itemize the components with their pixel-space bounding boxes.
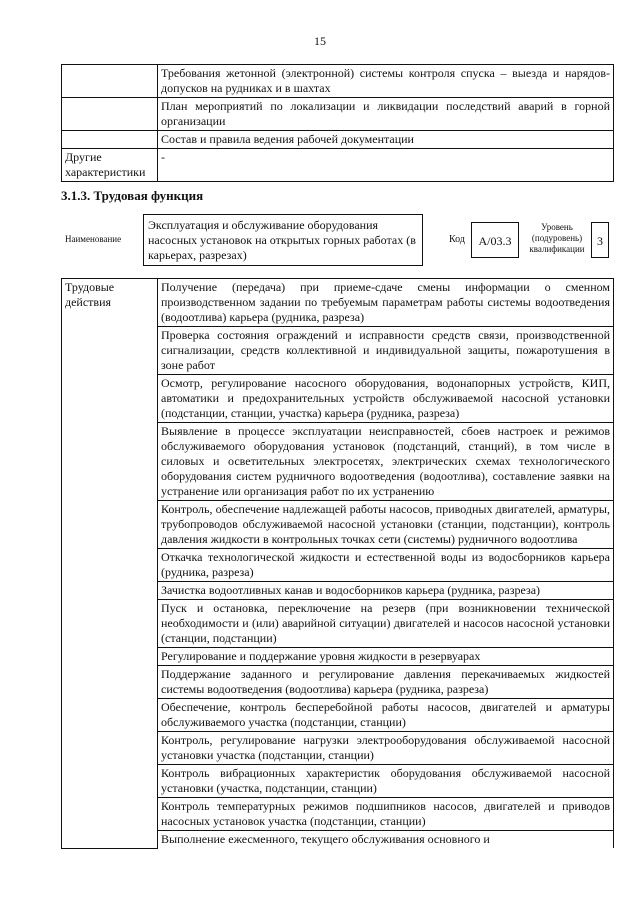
code-label: Код (449, 234, 465, 245)
row-label (62, 131, 158, 149)
labor-action-item: Получение (передача) при приеме-сдаче смены информации о сменном производственном задании по требуемым параметрам работы системы водоотведения (водоотлива) карьера (рудника, разреза) (158, 279, 614, 327)
function-header (61, 214, 621, 266)
labor-action-item: Контроль, обеспечение надлежащей работы насосов, приводных двигателей, арматуры, трубопроводов обслуживаемой насосной установки (станции, подстанции), контроль давления жидкости в контрольных точках сети (системы) рудничного водоотлива (158, 501, 614, 549)
table-row (62, 131, 614, 149)
row-label (62, 65, 158, 98)
labor-action-item: Контроль, регулирование нагрузки электрооборудования обслуживаемой насосной установки участка (подстанции, станции) (158, 732, 614, 765)
row-text: План мероприятий по локализации и ликвидации последствий аварий в горной организации (158, 98, 614, 131)
table-row (62, 149, 614, 182)
labor-action-item: Проверка состояния ограждений и исправности средств связи, производственной сигнализации, средств коллективной и индивидуальной защиты, пожаротушения в зоне работ (158, 327, 614, 375)
labor-actions-table (61, 278, 614, 849)
table-row (62, 279, 614, 327)
labor-action-item: Откачка технологической жидкости и естественной воды из водосборников карьера (рудника, разреза) (158, 549, 614, 582)
labor-action-item: Пуск и остановка, переключение на резерв (при возникновении технической необходимости и (или) аварийной ситуации) двигателей и насосов насосной установки (станции, подстанции) (158, 600, 614, 648)
row-text: Состав и правила ведения рабочей документации (158, 131, 614, 149)
code-box: А/03.3 (471, 222, 519, 258)
labor-action-item: Регулирование и поддержание уровня жидкости в резервуарах (158, 648, 614, 666)
labor-action-item: Осмотр, регулирование насосного оборудования, водонапорных устройств, КИП, автоматики и предохранительных устройств обслуживаемой насосной установки (подстанции, станции, участка) карьера (рудника, разреза) (158, 375, 614, 423)
section-heading: 3.1.3. Трудовая функция (61, 188, 204, 203)
row-label: Другие характеристики (62, 149, 158, 182)
name-label: Наименование (65, 234, 122, 244)
labor-action-item: Зачистка водоотливных канав и водосборников карьера (рудника, разреза) (158, 582, 614, 600)
labor-action-item: Поддержание заданного и регулирование давления перекачиваемых жидкостей системы водоотведения (водоотлива) карьера (рудника, разреза) (158, 666, 614, 699)
top-table (61, 64, 614, 182)
labor-action-item: Контроль температурных режимов подшипников насосов, двигателей и приводов насосных установок участка (подстанции, станции) (158, 798, 614, 831)
function-name-box: Эксплуатация и обслуживание оборудования насосных установок на открытых горных работах (в карьерах, разрезах) (143, 214, 423, 266)
labor-action-item: Выполнение ежесменного, текущего обслуживания основного и (158, 831, 614, 849)
labor-actions-label: Трудовые действия (62, 279, 158, 849)
row-label (62, 98, 158, 131)
table-row (62, 65, 614, 98)
page-number: 15 (314, 34, 326, 48)
table-row (62, 98, 614, 131)
row-text: Требования жетонной (электронной) системы контроля спуска – выезда и нарядов-допусков на рудниках и в шахтах (158, 65, 614, 98)
labor-action-item: Обеспечение, контроль бесперебойной работы насосов, двигателей и арматуры обслуживаемого участка (подстанции, станции) (158, 699, 614, 732)
labor-action-item: Выявление в процессе эксплуатации неисправностей, сбоев настроек и режимов обслуживаемого оборудования установок (подстанций, станций), в том числе в силовых и осветительных электросетях, электрических схемах технологического оборудования систем рудничного водоотведения (водоотлива), составление заявки на устранение или организация работ по их устранению (158, 423, 614, 501)
level-label: Уровень (подуровень) квалификации (529, 222, 585, 254)
row-text: - (158, 149, 614, 182)
labor-action-item: Контроль вибрационных характеристик оборудования обслуживаемой насосной установки (участка, подстанции, станции) (158, 765, 614, 798)
level-box: 3 (591, 222, 609, 258)
